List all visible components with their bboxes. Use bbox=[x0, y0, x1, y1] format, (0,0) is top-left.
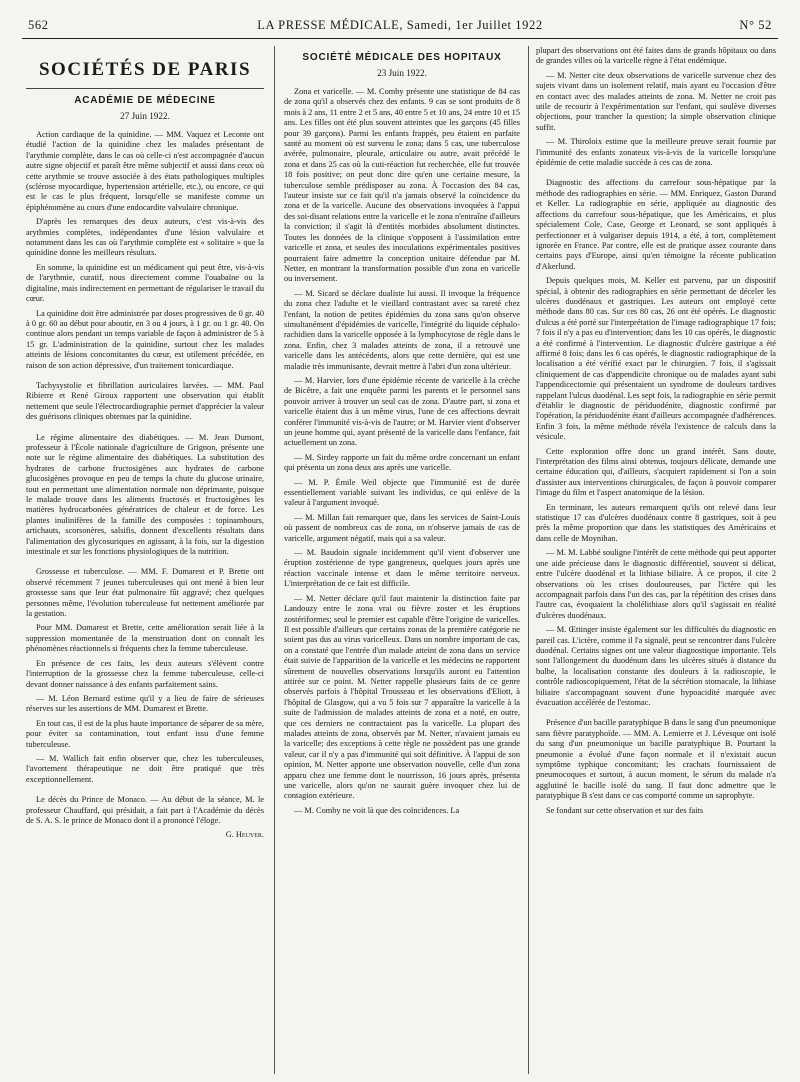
paragraph: Le décès du Prince de Monaco. — Au début de la séance, M. le professeur Chauffard, qui présidait, a fait part à l'Académie du décès de S. A. S. le prince de Monaco dont il a prononcé l'éloge. bbox=[26, 795, 264, 825]
paragraph: — M. Netter cite deux observations de varicelle survenue chez des sujets vivant dans un isolement relatif, mais ayant eu l'occasion d'être en contact avec des malades atteints de zona. M. Netter ne croit pas utile de recourir à l'expérimentation sur l'enfant, qui soulève diverses objections, pour trancher la question; la simple observation clinique suffit. bbox=[536, 70, 776, 132]
paragraph: Depuis quelques mois, M. Keller est parvenu, par un dispositif spécial, à obtenir des radiographies en série permettant de déceler les ulcères duodénaux et gastriques. Les auteurs ont employé cette méthode dans 80 cas. Sur ces 80 cas, 26 ont été opérés. Le diagnostic d'ulcus a été porté sur l'interprétation de l'image radiographique 17 fois; 7 fois il n'y a pas eu d'intervention; dans les 10 cas opérés, le diagnostic a été confirmé à l'intervention. Le diagnostic d'ulcère gastrique a été affirmé 8 fois; dans les 6 cas opérés, le diagnostic radiographique de la localisation a été vérifié exact par le chirurgien. 7 fois, il s'agissait cliniquement de cas d'appendicite chronique ou de malades ayant subi l'appendicectomie qui présentaient un syndrome de douleurs tardives rappelant l'ulcus duodénal. Les sept fois, la radiographie en série permit d'établir le diagnostic de périduodénite, diagnostic confirmé par l'opération, la périduodénite étant d'ailleurs accompagnée d'adhérences. Enfin 3 fois, la même méthode révéla l'existence de calculs dans la vésicule. bbox=[536, 276, 776, 442]
paragraph: — M. Sicard se déclare dualiste lui aussi. Il invoque la fréquence du zona chez l'adulte et le vieillard contrastant avec sa rareté chez l'enfant, la notion de petites épidémies du zona sans qu'on observe simultanément d'épidémies de varicelle, l'intégrité du liquide céphalo-rachidien dans la varicelle opposée à la lymphocytose de règle dans le zona. Enfin, chez 3 malades atteints de zona, il a retrouvé une varicelle dans les antécédents, alors que cette dernière, qui est une maladie très immunisante, devrait mettre à l'abri d'un zona ultérieur. bbox=[284, 288, 520, 371]
paragraph: Présence d'un bacille paratyphique B dans le sang d'un pneumonique sans fièvre paratyphoïde. — MM. A. Lemierre et J. Lévesque ont isolé du sang d'un pneumonique un bacille paratyphique B. Pourtant la pneumonie a évolué d'une façon normale et il n'existait aucun symptôme typhique concomitant; les crachats fournissaient de pneumocoques et surtout, à aucun moment, le sérum du malade n'a agglutiné le bacille isolé du sang. Il faut donc admettre que le paratyphique B s'est dans ce cas comporté comme un saprophyte. bbox=[536, 718, 776, 801]
paragraph: — M. M. Labbé souligne l'intérêt de cette méthode qui peut apporter une aide précieuse dans le diagnostic différentiel, souvent si délicat, entre l'ulcère duodénal et la lithiase biliaire. À ce propos, il cite 2 observations où les crises douloureuses, par l'ictère qui les accompagnait parfois dans l'un des cas, par la répétition des crises dans l'autre cas, évoquaient la cholélithiase alors qu'il s'agissait en réalité d'ulcères duodénaux. bbox=[536, 548, 776, 620]
left-column bbox=[26, 46, 264, 1074]
paragraph: Pour MM. Dumarest et Brette, cette amélioration serait liée à la suppression momentanée de la menstruation dont on connaît les phénomènes réactionnels si fréquents chez la femme tuberculeuse. bbox=[26, 623, 264, 654]
paragraph: En terminant, les auteurs remarquent qu'ils ont relevé dans leur statistique 17 cas d'ulcères duodénaux contre 8 gastriques, soit à peu près la même proportion que dans les statistiques des Américains et dans celle de Moynihan. bbox=[536, 502, 776, 543]
right-column bbox=[536, 46, 776, 1074]
paragraph: — M. Thiroloix estime que la meilleure preuve serait fournie par l'immunité des enfants zonateux vis-à-vis de la varicelle lorsqu'une épidémie de cette maladie succède à ces cas de zona. bbox=[536, 137, 776, 168]
page-number: 562 bbox=[28, 18, 49, 32]
paragraph: D'après les remarques des deux auteurs, c'est vis-à-vis des arythmies complètes, indépendantes d'une lésion valvulaire et notamment dans les cas où l'arythmie complète est « solitaire » que la quinidine donne les meilleurs résultats. bbox=[26, 217, 264, 258]
paragraph: Le régime alimentaire des diabétiques. — M. Jean Dumont, professeur à l'École nationale d'agriculture de Grignon, présente une note sur le régime alimentaire des diabétiques. La substitution des hydrates de carbone fructosigènes aux hydrates de carbone glucosigènes provoque en peu de temps la chute du glucose urinaire, tout en permettant une alimentation normale non déprimante, puisque le malade trouve dans les aliments fructosés et fructosigènes les matières hydrocarbonées génératrices de chaleur et de force. Les plantes inulinifères de la famille des composées : topinambours, artichauts, scorsonères, salsifis, donnent d'excellents résultats dans l'alimentation des glycosuriques en agissant, à la fois, sur la digestion intestinale et sur les fonctions physiologiques de la nutrition. bbox=[26, 432, 264, 557]
paragraph: En présence de ces faits, les deux auteurs s'élèvent contre l'interruption de la grossesse chez la femme tuberculeuse, celle-ci devant donner naissance à des enfants parfaitement sains. bbox=[26, 658, 264, 689]
running-header bbox=[22, 16, 778, 39]
paragraph: — M. Comby ne voit là que des coïncidences. La bbox=[294, 805, 460, 815]
paragraph: Diagnostic des affections du carrefour sous-hépatique par la méthode des radiographies en série. — MM. Enriquez, Gaston Durand et Keller. La radiographie en série, appliquée au diagnostic des affections du carrefour sous-hépatique, que les Américains, et plus spécialement Cole, Case, George et Leonard, se sont appliqués à perfectionner et à vulgariser depuis 1914, a été, à tort, complètement ignorée en France. Par contre, elle est de pratique assez courante dans certains pays d'Europe, ainsi qu'en témoigne la récente publication d'Akerlund. bbox=[536, 178, 776, 271]
paragraph: — M. P. Émile Weil objecte que l'immunité est de durée essentiellement variable suivant les individus, ce qui enlève de la valeur à l'argument invoqué. bbox=[284, 477, 520, 508]
paragraph: Grossesse et tuberculose. — MM. F. Dumarest et P. Brette ont observé récemment 7 jeunes tuberculeuses qui ont mené à bien leur grossesse sans que leur état pulmonaire fût aggravé; chez quelques personnes même, l'évolution tuberculeuse fut nettement améliorée par la gestation. bbox=[26, 567, 264, 619]
paragraph: — M. Œttinger insiste également sur les difficultés du diagnostic en pareil cas. L'ictère, comme il l'a signalé, peut se rencontrer dans l'ulcère duodénal. Certains signes ont une valeur diagnostique importante. Tels sont l'allongement du duodénum dans les ulcères situés à distance du bulbe, la localisation constante des douleurs à la radioscopie, le contrôle radioscopiquement, l'état de la sécrétion stomacale, la lithiase biliaire s'accompagnant souvent d'une hypoacidité marquée avec évacuation accélérée de l'estomac. bbox=[536, 625, 776, 707]
paragraph: — M. Netter déclare qu'il faut maintenir la distinction faite par Landouzy entre le zona vrai ou fièvre zoster et les éruptions zostériformes; seul le premier est capable d'être l'origine de varicelles. Il est possible d'ailleurs que certains zonas de la première catégorie ne soient pas dus au virus varicelleux. Dans un nombre important de cas, on a constaté que l'entrée d'un malade atteint de zona dans un service était suivie de l'apparition de la varicelle et les médecins ne rapportent sûrement de nouvelles observations lorsqu'ils auront eu l'attention attirée sur ce point. M. Netter rappelle plusieurs faits de ce genre observés parfois à l'hôpital Trousseau et les observations d'Eliott, à l'hôpital de Glasgow, qui a vu 5 fois sur 7 apparaître la varicelle à la suite de l'admission de malades atteints de zona et a noté, en outre, que ces derniers ne contractaient pas la varicelle. La plupart des malades atteints de zona, observés par M. Netter, n'avaient jamais eu la varicelle; des exceptions à cette règle ne possèdent pas une grande valeur, car il n'y a pas d'immunité qui soit définitive. À l'appui de son opinion, M. Netter apporte une observation nouvelle, celle d'un zona apparu chez une femme dont le nourrisson, 16 jours après, présenta une varicelle, alors qu'on ne saurait guère invoquer chez lui de contagion extérieure. bbox=[284, 593, 520, 801]
signature: G. Heuyer. bbox=[225, 830, 264, 840]
issue-number: N° 52 bbox=[739, 18, 772, 32]
society-title: SOCIÉTÉ MÉDICALE DES HOPITAUX bbox=[302, 52, 502, 63]
paragraph: — M. Wallich fait enfin observer que, chez les tuberculeuses, l'avortement thérapeutique ne doit être pratiqué que très exceptionnellement. bbox=[26, 753, 264, 784]
academy-title: ACADÉMIE DE MÉDECINE bbox=[74, 95, 216, 106]
academy-date: 27 Juin 1922. bbox=[120, 111, 170, 121]
society-date: 23 Juin 1922. bbox=[377, 68, 427, 78]
paragraph: — M. Baudoin signale incidemment qu'il vient d'observer une éruption zostérienne de type gangreneux, quelques jours après une réaction vaccinale intense et dans le même territoire nerveux. L'interprétation de ce fait est difficile. bbox=[284, 548, 520, 589]
paragraph: La quinidine doit être administrée par doses progressives de 0 gr. 40 à 0 gr. 60 au début pour aboutir, en 3 ou 4 jours, à 1 gr. ou 1 gr. 40. On continue alors pendant un temps variable de façon à administrer de 5 à 15 gr. L'administration de la quinidine, surtout chez les malades atteints de lésions concomitantes du cœur, est utilement précédée, en raison de son action dépressive, d'un traitement tonicardiaque. bbox=[26, 308, 264, 370]
paragraph: Cette exploration offre donc un grand intérêt. Sans doute, l'interprétation des films ainsi obtenus, toujours délicate, demande une certaine éducation qui, d'ailleurs, s'acquiert rapidement si l'on a soin d'assister aux interventions chirurgicales, de façon à pouvoir comparer l'image du film et l'aspect anatomique de la lésion. bbox=[536, 446, 776, 498]
section-title: SOCIÉTÉS DE PARIS bbox=[26, 58, 264, 89]
paragraph: — M. Sirdey rapporte un fait du même ordre concernant un enfant qui présenta un zona deux ans après une varicelle. bbox=[284, 452, 520, 473]
paragraph: En tout cas, il est de la plus haute importance de séparer de sa mère, pour éviter sa contamination, tout enfant issu d'une femme tuberculeuse. bbox=[26, 718, 264, 749]
paragraph: Tachysystolie et fibrillation auriculaires larvées. — MM. Paul Ribierre et René Giroux rapportent une observation qui établit nettement que seule l'électrocardiographie permet d'apprécier la valeur des guérisons cliniques obtenues par la quinidine. bbox=[26, 380, 264, 422]
column-rule bbox=[274, 46, 275, 1074]
paragraph: plupart des observations ont été faites dans de grands hôpitaux ou dans de grandes villes où la varicelle règne à l'état endémique. bbox=[536, 46, 776, 66]
paragraph: — M. Millan fait remarquer que, dans les services de Saint-Louis où passent de nombreux cas de zona, on n'observe jamais de cas de varicelle, argument négatif, mais qui a sa valeur. bbox=[284, 512, 520, 543]
paragraph: — M. Harvier, lors d'une épidémie récente de varicelle à la crèche de Bicêtre, a fait une enquête parmi les parents et le personnel sans pouvoir arriver à trouver un seul cas de zona. D'autre part, si zona et varicelle étaient dus à un même virus, l'une de ces affections devrait conférer l'immunité vis-à-vis de l'autre; or M. Harvier vient d'observer un jeune homme qui, ayant présenté de la varicelle dans l'enfance, fait actuellement un zona. bbox=[284, 375, 520, 448]
paragraph: — M. Léon Bernard estime qu'il y a lieu de faire de sérieuses réserves sur les assertions de MM. Dumarest et Brette. bbox=[26, 693, 264, 714]
paragraph: En somme, la quinidine est un médicament qui peut être, vis-à-vis de l'arythmie, curatif, nous directement comme l'ouabaïne ou la digitaline, mais indirectement en permettant de régulariser le travail du cœur. bbox=[26, 262, 264, 304]
journal-title: LA PRESSE MÉDICALE, Samedi, 1er Juillet 1922 bbox=[257, 18, 543, 32]
paragraph: Zona et varicelle. — M. Comby présente une statistique de 84 cas de zona qu'il a observés chez des enfants. 9 cas se sont produits de 8 mois à 2 ans, 11 entre 2 et 5 ans, 40 entre 5 et 10 ans, 24 entre 10 et 15 ans. Les filles ont été plus souvent atteintes que les garçons (45 filles pour 39 garçons). Parmi les enfants frappés, peu étaient en parfaite santé au moment où est survenu le zona; dans 5 cas, une tuberculose avérée, pulmonaire, pleurale, articulaire ou autre, avait précédé le zona et dans 25 cas où la cuti-réaction fut recherchée, elle fut trouvée 18 fois positive; on peut donc dire qu'en une certaine mesure, la tuberculose semble prédisposer au zona. À l'occasion des 84 cas, l'auteur insiste sur ce fait qu'il n'a jamais observé la coïncidence du zona et de la varicelle. Aucune des observations invoquées à l'appui des soi-disant relations entre la varicelle et le zona n'entraîne d'ailleurs la conviction; il s'agit là d'entités morbides absolument distinctes. Toutes les données de la clinique s'opposent à l'assimilation entre varicelle et zona, et seules des inoculations expérimentales positives pourraient faire admettre la conception unitaire défendue par M. Netter, en montrant la transformation possible d'un zona en varicelle ou inversement. bbox=[284, 87, 520, 284]
paragraph: Se fondant sur cette observation et sur des faits bbox=[546, 805, 704, 815]
paragraph: Action cardiaque de la quinidine. — MM. Vaquez et Leconte ont étudié l'action de la quinidine chez les malades présentant de l'arythmie complète, dans le cas où celle-ci n'est accompagnée d'aucun autre signe objectif et paraît être même subjectif et aussi dans ceux où cette arythmie se trouve associée à des états pathologiques multiples (sclérose myocardique, hypertension artérielle, etc.), ou encore, ce qui est le cas le plus fréquent, lorsqu'elle se manifeste comme un épiphénomène au cours d'une endocardite valvulaire chronique. bbox=[26, 130, 264, 212]
middle-column bbox=[284, 46, 520, 1074]
column-rule bbox=[528, 46, 529, 1074]
